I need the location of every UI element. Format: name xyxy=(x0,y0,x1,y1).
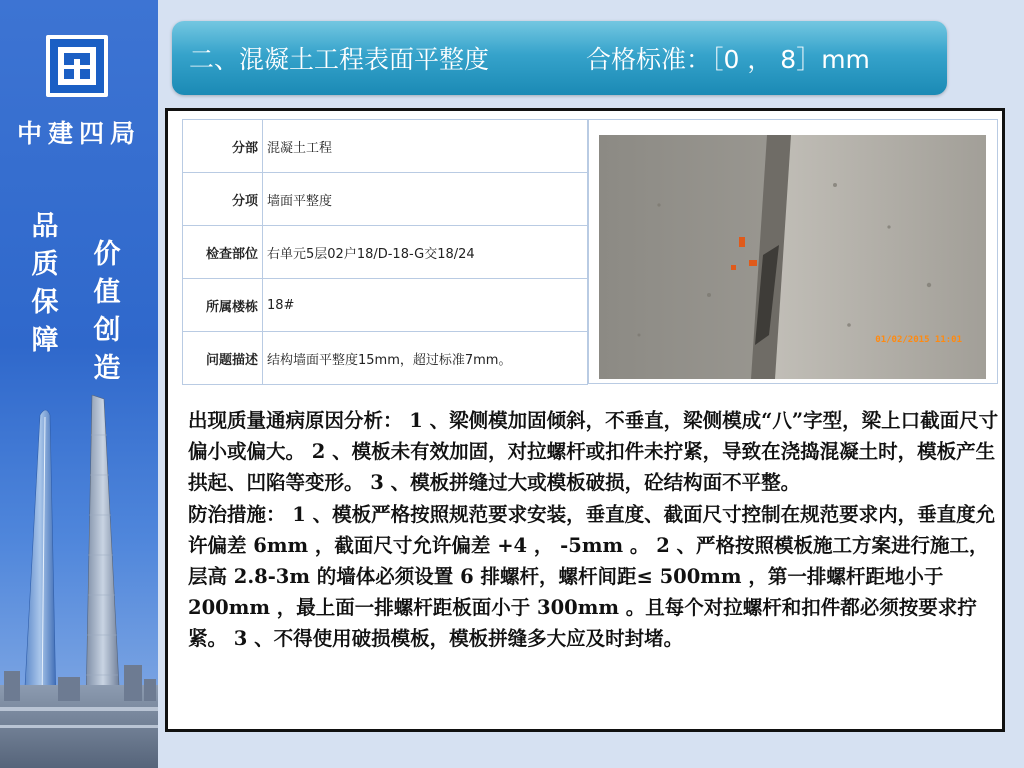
section-header xyxy=(172,21,947,95)
table-row xyxy=(183,120,588,173)
section-title: 二、混凝土工程表面平整度 xyxy=(189,45,490,74)
cause-analysis: 出现质量通病原因分析： 1 、梁侧模加固倾斜，不垂直，梁侧模成“八”字型，梁上口截面尺寸偏小或偏大。 2 、模板未有效加固，对拉螺杆或扣件未拧紧，导致在浇捣混凝土时，模板产生拱起、凹陷等变形。 3 、模板拼缝过大或模板破损，砼结构面不平整。 xyxy=(188,409,999,495)
slogan-quality: 品质保障 xyxy=(31,211,59,356)
row-value: 右单元5层02户18/D-18-G交18/24 xyxy=(263,226,588,279)
content-frame xyxy=(165,108,1005,732)
site-photo xyxy=(599,135,986,379)
row-value: 混凝土工程 xyxy=(263,120,588,173)
analysis-text xyxy=(188,405,1000,655)
photo-timestamp: 01/02/2015 11:01 xyxy=(875,335,962,345)
company-logo xyxy=(46,35,108,97)
brand-sidebar xyxy=(0,0,158,768)
row-label: 问题描述 xyxy=(183,332,263,385)
row-label: 检查部位 xyxy=(183,226,263,279)
table-row xyxy=(183,173,588,226)
row-value: 墙面平整度 xyxy=(263,173,588,226)
row-value: 结构墙面平整度15mm，超过标准7mm。 xyxy=(263,332,588,385)
prevention-measures: 防治措施： 1 、模板严格按照规范要求安装，垂直度、截面尺寸控制在规范要求内，垂直度允许偏差 6mm ，截面尺寸允许偏差 +4 ， -5mm 。 2 、严格按照模板施工方案进行施工，层高 2.8-3m 的墙体必须设置 6 排螺杆，螺杆间距≤ 500mm ，第一排螺杆距地小于 200mm ，最上面一排螺杆距板面小于 300mm 。且每个对拉螺杆和扣件都必须按要求拧紧。 3 、不得使用破损模板，模板拼缝多大应及时封堵。 xyxy=(188,502,996,651)
row-label: 分部 xyxy=(183,120,263,173)
qualification-standard: 合格标准：［0 ， 8］mm xyxy=(586,45,870,74)
inspection-table xyxy=(182,119,588,385)
skyscraper-illustration xyxy=(0,395,158,768)
row-label: 分项 xyxy=(183,173,263,226)
table-row xyxy=(183,226,588,279)
table-row xyxy=(183,279,588,332)
brand-name: 中建四局 xyxy=(16,119,141,148)
row-label: 所属楼栋 xyxy=(183,279,263,332)
slogan-value: 价值创造 xyxy=(93,239,121,384)
table-row xyxy=(183,332,588,385)
row-value: 18# xyxy=(263,279,588,332)
